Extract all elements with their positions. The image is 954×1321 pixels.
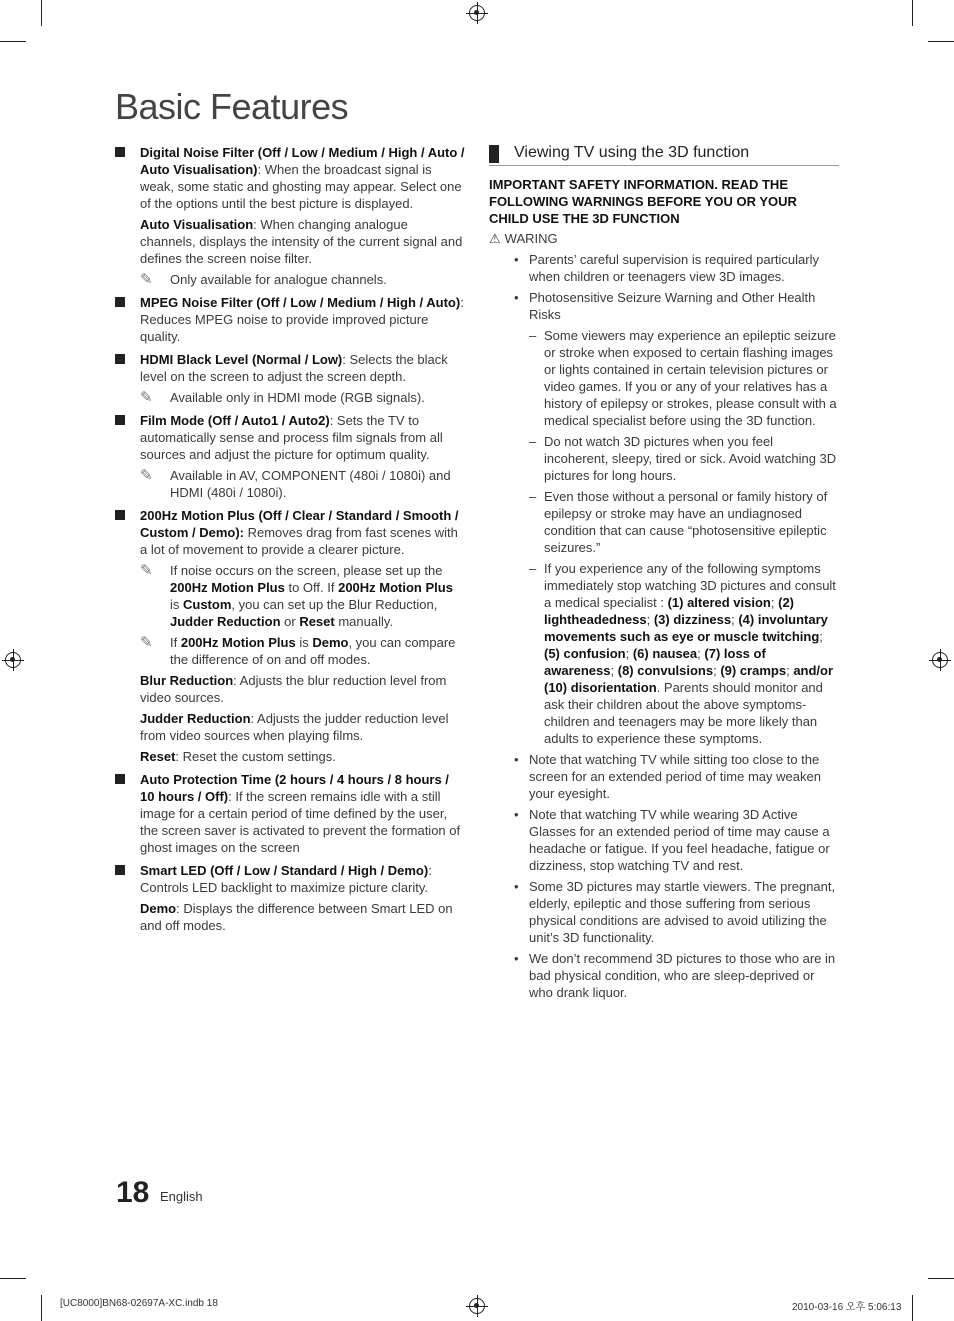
right-column (489, 144, 839, 1005)
crop-mark (928, 41, 954, 42)
bullet-text: Note that watching TV while wearing 3D Active Glasses for an extended period of time may cause a headache or fatigue. If you feel headache, fatigue or dizziness, stop watching TV and rest. (529, 807, 830, 873)
option-heading: Demo (140, 901, 177, 916)
pencil-icon: ✎ (140, 634, 153, 651)
note-text: If noise occurs on the screen, please set up the (170, 563, 443, 578)
dash-text: If you experience any of the following symptoms immediately stop watching 3D pictures and consult a medical specialist : (544, 561, 836, 610)
symptom: (1) altered vision (667, 595, 771, 610)
note (140, 389, 465, 406)
bullet-dot-icon: • (514, 290, 519, 305)
dash-text: Some viewers may experience an epileptic seizure or stroke when exposed to certain flashing images or lights contained in certain television pictures or video games. If you or any of your relatives has a history of epilepsy or strokes, please consult with a medical specialist before using the 3D function. (544, 328, 837, 428)
note-text: , you can set up the Blur Reduction, (231, 597, 438, 612)
bullet-item (489, 806, 839, 874)
bullet-item (489, 251, 839, 285)
bullet-dot-icon: • (514, 752, 519, 767)
item-text: : Controls LED backlight to maximize picture clarity. (140, 863, 432, 895)
crop-mark (0, 41, 26, 42)
bullet-square-icon (115, 865, 125, 875)
registration-mark-icon (932, 652, 948, 668)
dash-icon: – (529, 328, 537, 343)
item-heading: Digital Noise Filter (Off / Low / Medium / High / Auto / Auto Visualisation) (140, 145, 465, 177)
crop-mark (41, 0, 42, 26)
dash-text: Do not watch 3D pictures when you feel incoherent, sleepy, tired or sick. Avoid watching 3D pictures for long hours. (544, 434, 837, 483)
warning-label (489, 230, 839, 247)
page-number: 18 (116, 1176, 150, 1209)
list-item (115, 862, 465, 934)
bullet-item (489, 751, 839, 802)
note (140, 271, 465, 288)
item-text: : If the screen remains idle with a still image for a certain period of time defined by the user, the screen saver is activated to prevent the formation of ghost images on the screen (140, 789, 461, 855)
dash-icon: – (529, 489, 537, 504)
note (140, 634, 465, 668)
note-bold: 200Hz Motion Plus (338, 580, 453, 595)
symptom: (7) loss of awareness (544, 646, 766, 678)
crop-mark (928, 1278, 954, 1279)
bullet-dot-icon: • (514, 252, 519, 267)
symptom: (4) involuntary movements such as eye or muscle twitching (544, 612, 828, 644)
bullet-square-icon (115, 147, 125, 157)
option-heading: Judder Reduction (140, 711, 251, 726)
note-text: is (170, 597, 183, 612)
symptom: (6) nausea (632, 646, 698, 661)
bullet-dot-icon: • (514, 879, 519, 894)
note-text: manually. (334, 614, 394, 629)
dash-item (489, 488, 839, 556)
registration-mark-icon (5, 652, 21, 668)
print-slug-date: 2010-03-16 오후 5:06:13 (792, 1302, 902, 1313)
safety-heading: IMPORTANT SAFETY INFORMATION. READ THE FOLLOWING WARNINGS BEFORE YOU OR YOUR CHILD USE THE 3D FUNCTION (489, 177, 797, 226)
page-title: Basic Features (115, 86, 349, 127)
bullet-text: Parents’ careful supervision is required particularly when children or teenagers view 3D images. (529, 252, 819, 284)
note-bold: Judder Reduction (170, 614, 281, 629)
note (140, 467, 465, 501)
symptom: (9) cramps (720, 663, 787, 678)
item-text: : Selects the black level on the screen to adjust the screen depth. (140, 352, 448, 384)
crop-mark (41, 1295, 42, 1321)
symptom: (5) confusion (544, 646, 626, 661)
warning-text: WARING (504, 231, 558, 246)
list-item (115, 144, 465, 288)
warning-triangle-icon: ⚠ (489, 231, 501, 246)
item-heading: Film Mode (Off / Auto1 / Auto2) (140, 413, 330, 428)
crop-mark (912, 1295, 913, 1321)
pencil-icon: ✎ (140, 271, 153, 288)
bullet-square-icon (115, 297, 125, 307)
list-item (115, 351, 465, 406)
dash-item (489, 433, 839, 484)
item-text: : Reduces MPEG noise to provide improved picture quality. (140, 295, 464, 344)
item-heading: Smart LED (Off / Low / Standard / High / Demo) (140, 863, 429, 878)
symptom: (8) convulsions (617, 663, 714, 678)
list-item (115, 507, 465, 765)
dash-text: Even those without a personal or family history of epilepsy or stroke may have an undiagnosed condition that can cause “photosensitive epileptic seizures.” (544, 489, 828, 555)
option-text: : Adjusts the blur reduction level from video sources. (140, 673, 447, 705)
bullet-item (489, 289, 839, 323)
option-text: : Displays the difference between Smart LED on and off modes. (140, 901, 453, 933)
option-heading: Reset (140, 749, 176, 764)
dash-icon: – (529, 561, 537, 576)
bullet-square-icon (115, 510, 125, 520)
note-text: , you can compare the difference of on and off modes. (170, 635, 456, 667)
print-slug-file: [UC8000]BN68-02697A-XC.indb 18 (60, 1298, 218, 1309)
language-label: English (160, 1189, 203, 1204)
bullet-text: Note that watching TV while sitting too close to the screen for an extended period of time may weaken your eyesight. (529, 752, 821, 801)
pencil-icon: ✎ (140, 562, 153, 579)
note-text: If (170, 635, 181, 650)
option-heading: Auto Visualisation (140, 217, 254, 232)
bullet-square-icon (115, 415, 125, 425)
note-bold: 200Hz Motion Plus (180, 635, 296, 650)
note-text: Available in AV, COMPONENT (480i / 1080i) and HDMI (480i / 1080i). (170, 468, 451, 500)
dash-item: – If you experience any of the following symptoms immediately stop watching 3D pictures and consult a medical specialist : (1) altered vision; (2) lightheadedness; (3) dizziness; (4) involuntary movements such as eye or muscle twitching; (5) confusion; (6) nausea; (7) loss of awareness; (8) convulsions; (9) cramps; and/or (10) disorientation. Parents should monitor and ask their children about the above symptoms-children and teenagers may be more likely than adults to experience these symptoms. (529, 561, 836, 746)
note-text: Only available for analogue channels. (170, 272, 387, 287)
note-bold: Demo (312, 635, 349, 650)
list-item (115, 412, 465, 501)
registration-mark-icon (469, 5, 485, 21)
pencil-icon: ✎ (140, 389, 153, 406)
item-text: : When the broadcast signal is weak, some static and ghosting may appear. Select one of the options until the best picture is displayed. (140, 162, 462, 211)
bullet-item (489, 950, 839, 1001)
dash-icon: – (529, 434, 537, 449)
bullet-square-icon (115, 774, 125, 784)
note-text: Available only in HDMI mode (RGB signals). (170, 390, 425, 405)
pencil-icon: ✎ (140, 467, 153, 484)
dash-text: . Parents should monitor and ask their children about the above symptoms-children and teenagers may be more likely than adults to experience these symptoms. (544, 680, 823, 746)
crop-mark (0, 1278, 26, 1279)
item-heading: Auto Protection Time (2 hours / 4 hours / 8 hours / 10 hours / Off) (140, 772, 449, 804)
bullet-dot-icon: • (514, 807, 519, 822)
section-title: Viewing TV using the 3D function (514, 144, 750, 161)
bullet-text: Some 3D pictures may startle viewers. The pregnant, elderly, epileptic and those suffering from serious physical conditions are advised to avoid utilizing the unit’s 3D functionality. (529, 879, 836, 945)
crop-mark (912, 0, 913, 26)
option-text: : Reset the custom settings. (175, 749, 336, 764)
bullet-square-icon (115, 354, 125, 364)
item-heading: MPEG Noise Filter (Off / Low / Medium / High / Auto) (140, 295, 461, 310)
list-item (115, 294, 465, 345)
list-item (115, 771, 465, 856)
symptom: and/or (10) disorientation (544, 663, 834, 695)
symptom: (2) lightheadedness (544, 595, 794, 627)
item-text: Removes drag from fast scenes with a lot of movement to provide a clearer picture. (140, 525, 458, 557)
option-text: : When changing analogue channels, displays the intensity of the current signal and defines the screen noise filter. (140, 217, 463, 266)
note-text: to Off. If (284, 580, 339, 595)
left-column (115, 144, 465, 940)
section-bar-icon (489, 145, 499, 163)
note-text: or (280, 614, 300, 629)
bullet-item (489, 878, 839, 946)
note-bold: 200Hz Motion Plus (170, 580, 285, 595)
registration-mark-icon (469, 1298, 485, 1314)
item-text: : Sets the TV to automatically sense and process film signals from all sources and adjust the picture for optimum quality. (140, 413, 443, 462)
symptom: (3) dizziness (653, 612, 732, 627)
dash-item (489, 327, 839, 429)
note-bold: Reset (299, 614, 335, 629)
section-heading (489, 144, 839, 166)
bullet-text: We don’t recommend 3D pictures to those who are in bad physical condition, who are sleep-deprived or who drank liquor. (529, 951, 836, 1000)
item-heading: 200Hz Motion Plus (Off / Clear / Standard / Smooth / Custom / Demo): (140, 508, 459, 540)
option-heading: Blur Reduction (140, 673, 234, 688)
note-bold: Custom (183, 597, 232, 612)
option-text: : Adjusts the judder reduction level from video sources when playing films. (140, 711, 449, 743)
bullet-text: Photosensitive Seizure Warning and Other Health Risks (529, 290, 816, 322)
note-text: is (295, 635, 313, 650)
bullet-dot-icon: • (514, 951, 519, 966)
note (140, 562, 465, 630)
item-heading: HDMI Black Level (Normal / Low) (140, 352, 343, 367)
